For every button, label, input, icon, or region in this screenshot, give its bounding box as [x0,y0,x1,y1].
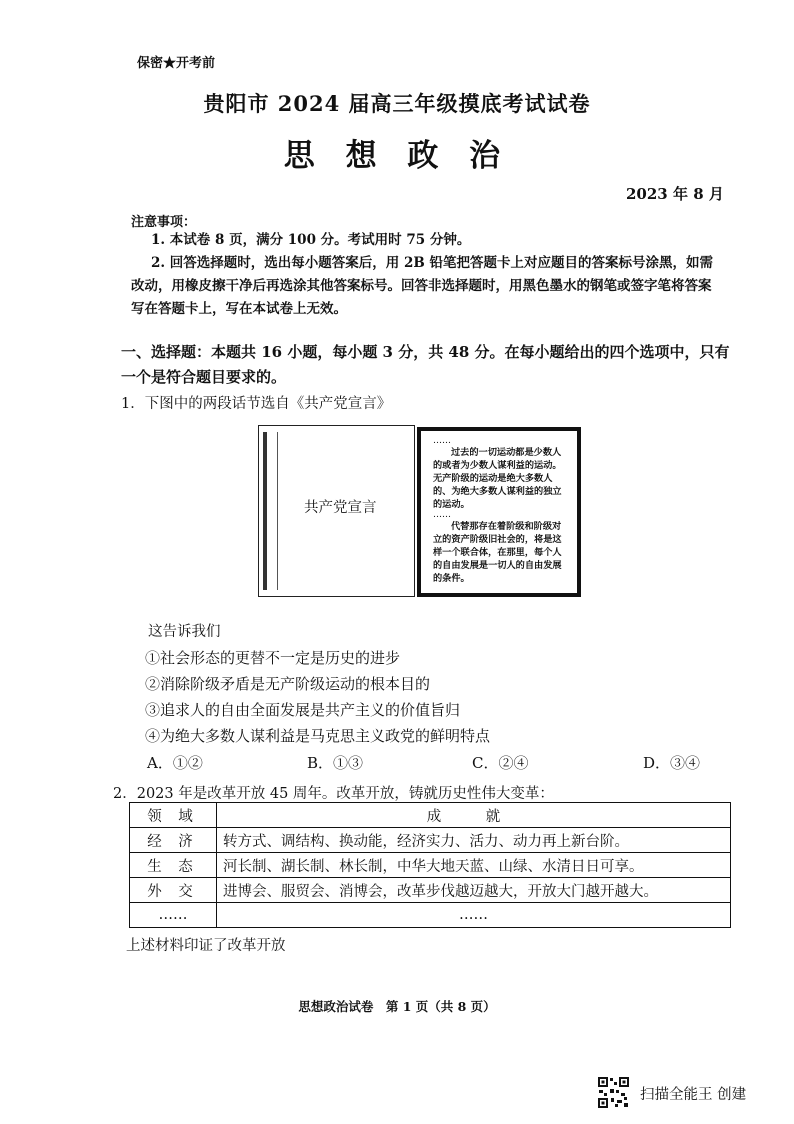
table-row [130,903,731,928]
row-achievement: 转方式、调结构、换动能，经济实力、活力、动力再上新台阶。 [217,828,731,853]
row-achievement: 河长制、湖长制、林长制，中华大地天蓝、山绿、水清日日可享。 [217,853,731,878]
book-title: 共产党宣言 [304,500,377,516]
notice-heading: 注意事项： [131,215,197,230]
table-row [130,853,731,878]
row-field: 经 济 [130,828,217,853]
option-4: ④为绝大多数人谋利益是马克思主义政党的鲜明特点 [145,727,491,745]
choice-d: D．③④ [643,754,701,772]
notice-item-1: 1. 本试卷 8 页，满分 100 分。考试用时 75 分钟。 [151,232,471,248]
row-field: …… [130,903,217,928]
row-achievement: 进博会、服贸会、消博会，改革步伐越迈越大，开放大门越开越大。 [217,878,731,903]
option-2: ②消除阶级矛盾是无产阶级运动的根本目的 [145,675,431,693]
book-page-image [417,427,581,597]
page-ellipsis: …… [433,436,451,446]
section-heading: 一、选择题：本题共 16 小题，每小题 3 分，共 48 分。在每小题给出的四个选项中，只有一个是符合题目要求的。 [121,343,730,386]
scanner-watermark: 扫描全能王 创建 [640,1087,747,1103]
choice-c: C．②④ [472,754,529,772]
question-2-stem: 2．2023 年是改革开放 45 周年。改革开放，铸就历史性伟大变革： [113,786,554,802]
table-row [130,828,731,853]
page-paragraph-1: 过去的一切运动都是少数人的或者为少数人谋利益的运动。无产阶级的运动是绝大多数人的、为绝大多数人谋利益的独立的运动。 [433,447,562,510]
subject-title: 思 想 政 治 [283,138,511,174]
qr-code-icon [597,1076,630,1109]
page-ellipsis: …… [433,510,451,520]
option-3: ③追求人的自由全面发展是共产主义的价值旨归 [145,701,461,719]
row-achievement: …… [217,903,731,928]
table-row [130,878,731,903]
row-field: 生 态 [130,853,217,878]
row-field: 外 交 [130,878,217,903]
page-footer: 思想政治试卷 第 1 页（共 8 页） [298,999,496,1014]
question-1-prompt: 这告诉我们 [148,624,221,640]
page-paragraph-2: 代替那存在着阶级和阶级对立的资产阶级旧社会的，将是这样一个联合体，在那里，每个人的自由发展是一切人的自由发展的条件。 [433,521,562,584]
question-2-prompt: 上述材料印证了改革开放 [126,938,286,954]
exam-title: 贵阳市 2024 届高三年级摸底考试试卷 [203,91,591,116]
header-achievement: 成 就 [217,803,731,828]
question-1-stem: 1．下图中的两段话节选自《共产党宣言》 [121,396,392,412]
choice-b: B．①③ [307,754,364,772]
confidential-label: 保密★开考前 [137,56,216,71]
exam-date: 2023 年 8 月 [626,185,724,203]
option-1: ①社会形态的更替不一定是历史的进步 [145,649,401,667]
header-field: 领 域 [130,803,217,828]
choice-a: A．①② [147,754,203,772]
book-cover-image [258,425,415,597]
notice-item-2: 2. 回答选择题时，选出每小题答案后，用 2B 铅笔把答题卡上对应题目的答案标号涂黑，如需改动，用橡皮擦干净后再选涂其他答案标号。回答非选择题时，用黑色墨水的钢笔或签字笔将答案写在答题卡上，写在本试卷上无效。 [131,255,713,317]
table-header-row [130,803,731,828]
achievement-table [129,802,731,928]
book-spine [263,432,278,590]
